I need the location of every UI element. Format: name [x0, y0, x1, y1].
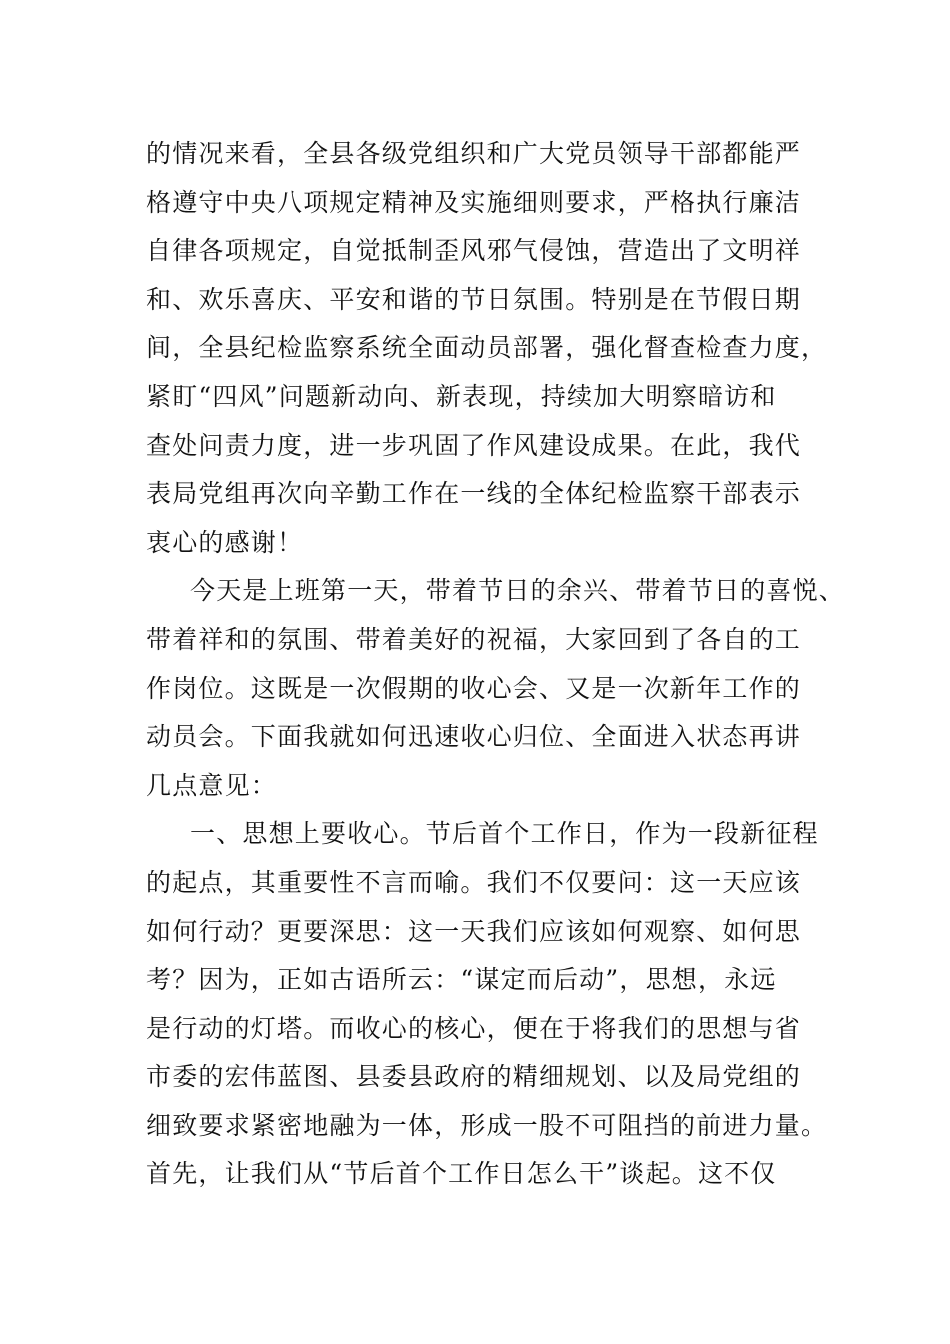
- text-line: 自律各项规定，自觉抵制歪风邪气侵蚀，营造出了文明祥: [146, 236, 802, 266]
- text-line: 的起点，其重要性不言而喻。我们不仅要问：这一天应该: [146, 867, 802, 897]
- text-line: 考？因为，正如古语所云：“谋定而后动”，思想，永远: [146, 965, 777, 995]
- text-line: 首先，让我们从“节后首个工作日怎么干”谈起。这不仅: [146, 1159, 777, 1189]
- text-line: 动员会。下面我就如何迅速收心归位、全面进入状态再讲: [146, 722, 802, 752]
- body-text: [146, 130, 846, 1199]
- text-line: 紧盯“四风”问题新动向、新表现，持续加大明察暗访和: [146, 381, 777, 411]
- text-line: 格遵守中央八项规定精神及实施细则要求，严格执行廉洁: [146, 187, 802, 217]
- text-line: 如何行动？更要深思：这一天我们应该如何观察、如何思: [146, 916, 802, 946]
- text-line: 作岗位。这既是一次假期的收心会、又是一次新年工作的: [146, 673, 802, 703]
- text-line: 查处问责力度，进一步巩固了作风建设成果。在此，我代: [146, 430, 802, 460]
- paragraph-start-line: 今天是上班第一天，带着节日的余兴、带着节日的喜悦、: [190, 576, 846, 606]
- text-line: 带着祥和的氛围、带着美好的祝福，大家回到了各自的工: [146, 624, 802, 654]
- text-line: 细致要求紧密地融为一体，形成一股不可阻挡的前进力量。: [146, 1110, 828, 1140]
- text-line: 市委的宏伟蓝图、县委县政府的精细规划、以及局党组的: [146, 1062, 802, 1092]
- text-line: 的情况来看，全县各级党组织和广大党员领导干部都能严: [146, 139, 802, 168]
- section-heading-line: 一、思想上要收心。节后首个工作日，作为一段新征程: [190, 819, 819, 849]
- text-line: 几点意见：: [146, 770, 278, 800]
- text-line: 衷心的感谢！: [146, 527, 304, 557]
- text-line: 表局党组再次向辛勤工作在一线的全体纪检监察干部表示: [146, 479, 802, 509]
- text-line: 间，全县纪检监察系统全面动员部署，强化督查检查力度，: [146, 333, 828, 363]
- text-line: 和、欢乐喜庆、平安和谐的节日氛围。特别是在节假日期: [146, 284, 802, 314]
- text-line: 是行动的灯塔。而收心的核心，便在于将我们的思想与省: [146, 1013, 802, 1043]
